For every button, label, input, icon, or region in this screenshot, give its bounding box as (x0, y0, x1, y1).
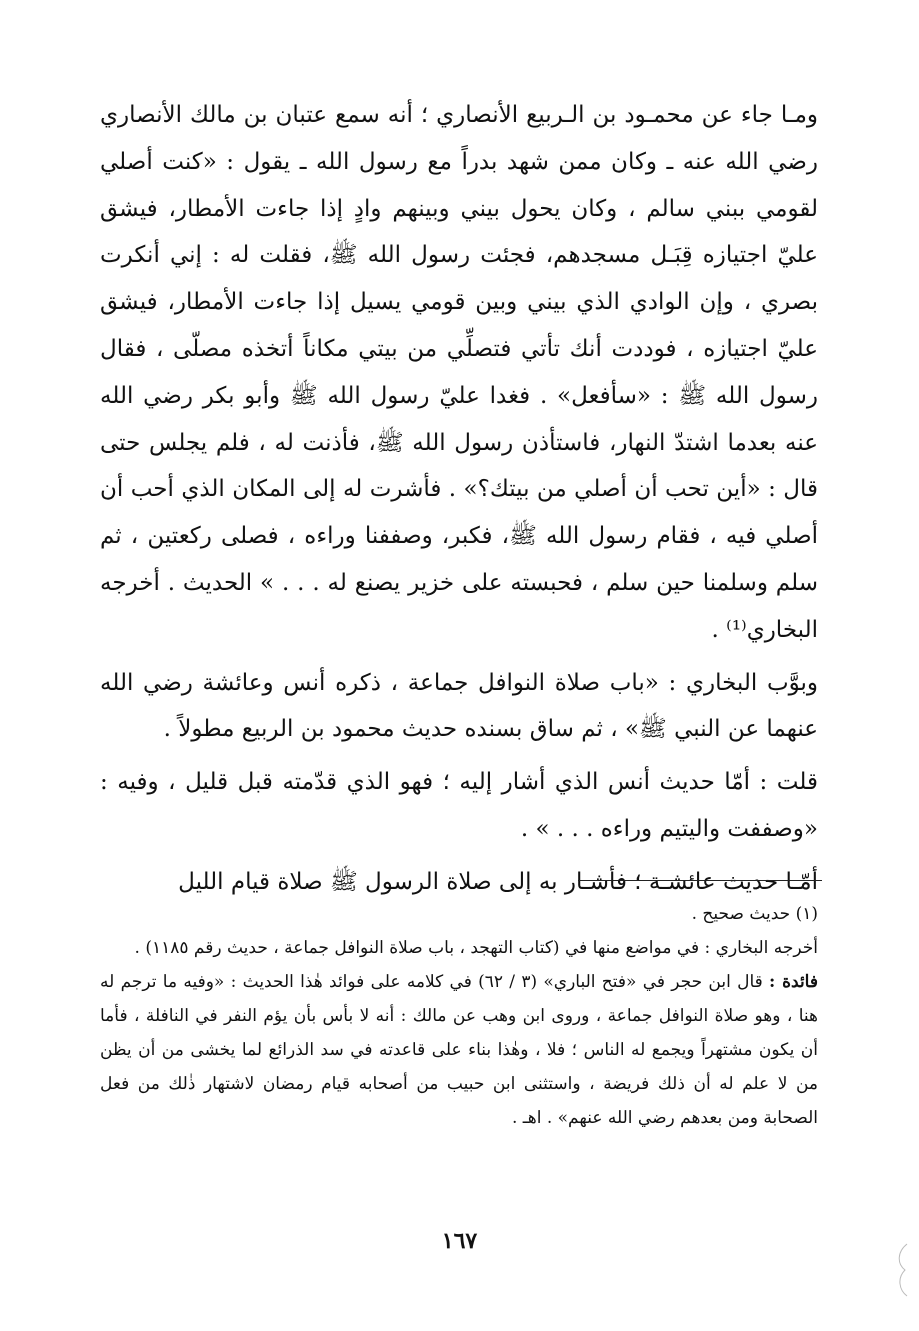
paragraph-hadith-itban: ومـا جاء عن محمـود بن الـربيع الأنصاري ؛ أنه سمع عتبان بن مالك الأنصاري رضي الله عنه ـ وكان ممن شهد بدراً مع رسول الله ـ يقول : «كنت أصلي لقومي ببني سالم ، وكان يحول بيني وبينهم وادٍ إذا جاءت الأمطار، فيشق عليّ اجتيازه قِبَـل مسجدهم، فجئت رسول الله ﷺ، فقلت له : إني أنكرت بصري ، وإن الوادي الذي بيني وبين قومي يسيل إذا جاءت الأمطار، فيشق عليّ اجتيازه ، فوددت أنك تأتي فتصلِّي من بيتي مكاناً أتخذه مصلّى ، فقال رسول الله ﷺ : «سأفعل» . فغدا عليّ رسول الله ﷺ وأبو بكر رضي الله عنه بعدما اشتدّ النهار، فاستأذن رسول الله ﷺ، فأذنت له ، فلم يجلس حتى قال : «أين تحب أن أصلي من بيتك؟» . فأشرت له إلى المكان الذي أحب أن أصلي فيه ، فقام رسول الله ﷺ، فكبر، وصففنا وراءه ، فصلى ركعتين ، ثم سلم وسلمنا حين سلم ، فحبسته على خزير يصنع له . . . » الحديث . أخرجه البخاري⁽¹⁾ . (100, 102, 818, 643)
footnote-takhrij: أخرجه البخاري : في مواضع منها في (كتاب التهجد ، باب صلاة النوافل جماعة ، حديث رقم ١١٨٥) . (134, 938, 818, 958)
page-edge-mark (893, 1240, 911, 1300)
footnote-benefit (100, 965, 818, 1135)
main-text (100, 92, 818, 906)
paragraph-anas-hadith: قلت : أمّا حديث أنس الذي أشار إليه ؛ فهو الذي قدّمته قبل قليل ، وفيه : «وصففت واليتيم وراءه . . . » . (100, 769, 818, 842)
benefit-label: فائدة : (769, 972, 818, 992)
paragraph-aisha-hadith: أمّـا حديث عائشـة ؛ فأشـار به إلى صلاة الرسول ﷺ صلاة قيام الليل (178, 868, 818, 895)
footnote-1: (١) حديث صحيح . (691, 904, 818, 924)
page-number: ١٦٧ (441, 1228, 478, 1254)
paragraph-bukhari-chapter: وبوَّب البخاري : «باب صلاة النوافل جماعة ، ذكره أنس وعائشة رضي الله عنهما عن النبي ﷺ» ، ثم ساق بسنده حديث محمود بن الربيع مطولاً . (100, 669, 818, 743)
footnotes (100, 897, 818, 1135)
footnote-separator (578, 880, 822, 881)
benefit-text: قال ابن حجر في «فتح الباري» (٣ / ٦٢) في كلامه على فوائد هٰذا الحديث : «وفيه ما ترجم له هنا ، وهو صلاة النوافل جماعة ، وروى ابن وهب عن مالك : أنه لا بأس بأن يؤم النفر في النافلة ، فأما أن يكون مشتهراً ويجمع له الناس ؛ فلا ، وهٰذا بناء على قاعدته في سد الذرائع لما يخشى من أن يظن من لا علم له أن ذلك فريضة ، واستثنى ابن حبيب من أصحابه قيام رمضان لاشتهار ذٰلك من فعل الصحابة ومن بعدهم رضي الله عنهم» . اهـ . (100, 972, 818, 1128)
